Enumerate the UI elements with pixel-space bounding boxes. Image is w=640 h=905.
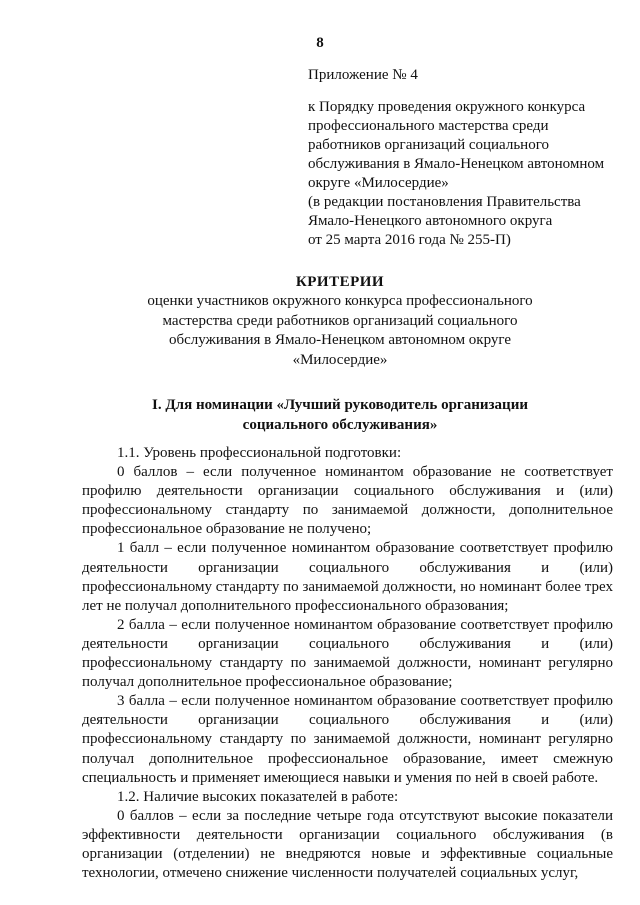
appendix-line: от 25 марта 2016 года № 255-П) [308,232,511,248]
appendix-line: к Порядку проведения окружного конкурса [308,99,586,115]
criteria-subtitle-line: оценки участников окружного конкурса профессионального [147,293,533,309]
paragraph: 1.1. Уровень профессиональной подготовки: [117,445,402,461]
appendix-title: Приложение № 4 [308,67,418,83]
criteria-heading: КРИТЕРИИ [295,274,385,290]
page-number: 8 [316,35,324,51]
paragraph: 1 балл – если полученное номинантом образование соответствует профилю деятельности организации социального обслуживания и (или) профессиональному стандарту по занимаемой должности, но номинант более трех лет не получал дополнительного профессионального образования; [82,540,613,614]
paragraph: 1.2. Наличие высоких показателей в работе: [117,788,399,805]
appendix-line: Ямало-Ненецкого автономного округа [308,213,553,229]
appendix-line: округе «Милосердие» [308,175,449,191]
appendix-line: профессионального мастерства среди [308,118,549,134]
paragraph: 0 баллов – если за последние четыре года отсутствуют высокие показатели эффективности деятельности организации социального обслуживания (в организации (отделении) не внедряются новые и эффективные социальные технологии, отмечено снижение численности получателей социальных услуг, [82,807,613,882]
appendix-line: (в редакции постановления Правительства [308,194,581,210]
criteria-subtitle-line: мастерства среди работников организаций социального [162,312,518,329]
appendix-line: работников организаций социального [308,137,549,153]
document-body [82,444,613,883]
criteria-block [60,272,620,370]
appendix-line: обслуживания в Ямало-Ненецком автономном [308,156,605,172]
section-heading-line: социального обслуживания» [242,417,438,433]
criteria-subtitle-line: обслуживания в Ямало-Ненецком автономном округе [168,332,512,348]
section-heading [60,395,620,435]
section-heading-line: I. Для номинации «Лучший руководитель организации [152,397,528,413]
paragraph: 0 баллов – если полученное номинантом образование не соответствует профилю деятельности организации социального обслуживания и (или) профессиональному стандарту по занимаемой должности, дополнительное профессиональное образование не получено; [82,464,613,538]
paragraph: 2 балла – если полученное номинантом образование соответствует профилю деятельности организации социального обслуживания и (или) профессиональному стандарту по занимаемой должности, номинант регулярно получал дополнительное профессиональное образование; [82,616,613,691]
criteria-subtitle-line: «Милосердие» [292,351,388,368]
appendix-block [308,66,628,250]
paragraph: 3 балла – если полученное номинантом образование соответствует профилю деятельности организации социального обслуживания и (или) профессиональному стандарту по занимаемой должности, номинант регулярно получал дополнительное профессиональное образование, имеет смежную специальность и применяет имеющиеся навыки и умения по ней в своей работе. [82,693,613,786]
